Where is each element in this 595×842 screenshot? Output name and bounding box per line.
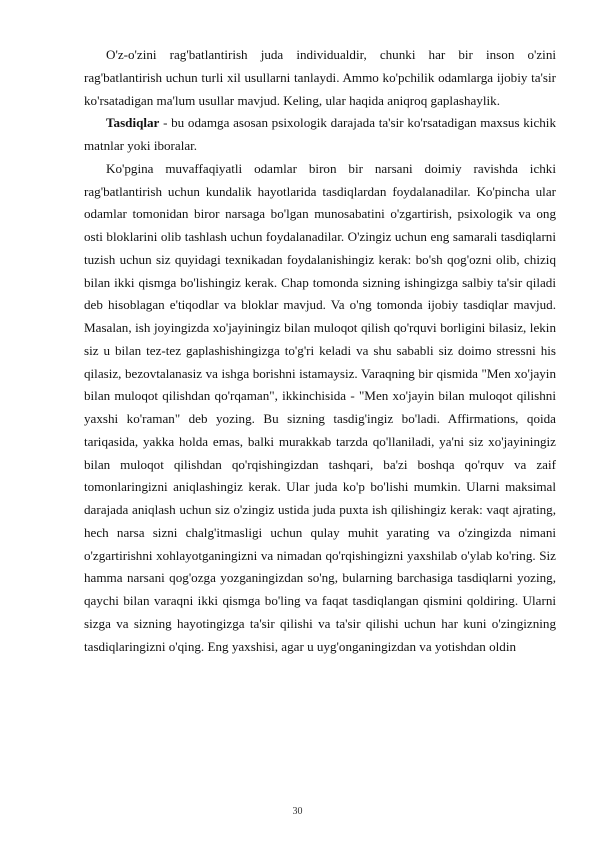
document-page <box>84 44 556 658</box>
definition-term: Tasdiqlar <box>106 115 160 131</box>
definition-text: - bu odamga asosan psixologik darajada ta'sir ko'rsatadigan maxsus kichik matnlar yoki iboralar. <box>84 115 556 153</box>
page-number: 30 <box>292 806 303 817</box>
definition-paragraph <box>84 112 556 158</box>
intro-paragraph: O'z-o'zini rag'batlantirish juda individualdir, chunki har bir inson o'zini rag'batlantirish uchun turli xil usullarni tanlaydi. Ammo ko'pchilik odamlarga ijobiy ta'sir ko'rsatadigan ma'lum usullar mavjud. Keling, ular haqida aniqroq gaplashaylik. <box>84 47 556 108</box>
body-paragraph: Ko'pgina muvaffaqiyatli odamlar biron bir narsani doimiy ravishda ichki rag'batlantirish uchun kundalik hayotlarida tasdiqlardan foydalanadilar. Ko'pincha ular odamlar tomonidan biror narsaga bo'lgan munosabatini o'zgartirish, psixologik va ong osti bloklarini olib tashlash uchun foydalanadilar. O'zingiz uchun eng samarali tasdiqlarni tuzish uchun siz quyidagi texnikadan foydalanishingiz kerak: bo'sh qog'ozni olib, chiziq bilan ikki qismga bo'lishingiz kerak. Chap tomonda sizning ishingizga salbiy ta'sir qiladi deb hisoblagan e'tiqodlar va bloklar mavjud. Va o'ng tomonda ijobiy tasdiqlar mavjud. Masalan, ish joyingizda xo'jayiningiz bilan muloqot qilish qo'rquvi borligini bilasiz, lekin siz u bilan tez-tez gaplashishingizga to'g'ri keladi va shu sababli siz doimo stressni his qilasiz, bezovtalanasiz va ishga borishni istamaysiz. Varaqning bir qismida "Men xo'jayin bilan muloqot qilishdan qo'rqaman", ikkinchisida - "Men xo'jayin bilan muloqot qilishni yaxshi ko'raman" deb yozing. Bu sizning tasdig'ingiz bo'ladi. Affirmations, qoida tariqasida, yakka holda emas, balki murakkab tarzda qo'llaniladi, ya'ni siz xo'jayiningiz bilan muloqot qilishdan qo'rqishingizdan tashqari, ba'zi boshqa qo'rquv va zaif tomonlaringizni aniqlashingiz kerak. Ular juda ko'p bo'lishi mumkin. Ularni maksimal darajada aniqlash uchun siz o'zingiz ustida juda puxta ish qilishingiz kerak: vaqt ajrating, hech narsa sizni chalg'itmasligi uchun qulay muhit yarating va o'zingizda nimani o'zgartirishni xohlayotganingizni va nimadan qo'rqishingizni yaxshilab o'ylab ko'ring. Siz hamma narsani qog'ozga yozganingizdan so'ng, bularning barchasiga tasdiqlarni yozing, qaychi bilan varaqni ikki qismga bo'ling va faqat tasdiqlangan qismini qoldiring. Ularni sizga va sizning hayotingizga ta'sir qilishi va ta'sir qilishi uchun har kuni o'zingizning tasdiqlaringizni o'qing. Eng yaxshisi, agar u uyg'onganingizdan va yotishdan oldin <box>84 160 556 654</box>
